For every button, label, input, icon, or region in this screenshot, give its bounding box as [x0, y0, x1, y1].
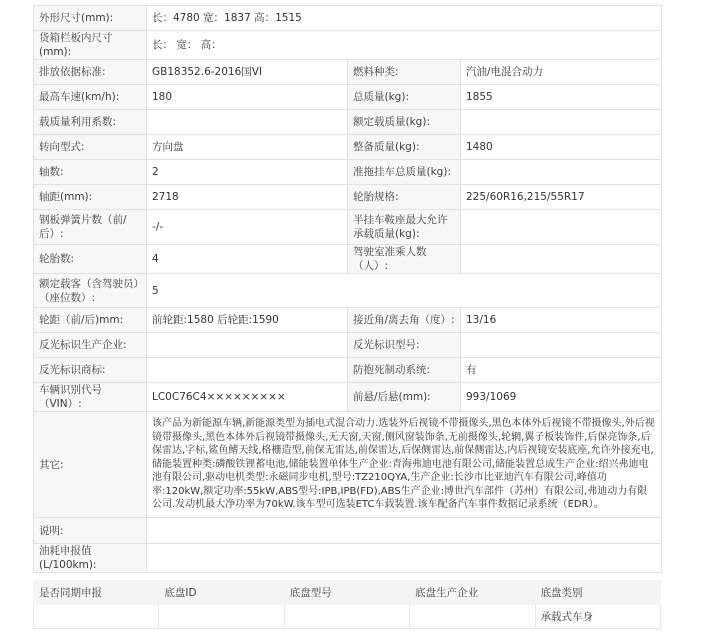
chassis-cell: [410, 605, 535, 629]
chassis-table: [33, 580, 661, 629]
speed-value: 180: [147, 85, 348, 110]
dimensions-value: 长：4780 宽：1837 高：1515: [147, 6, 662, 31]
spec-row: [34, 245, 662, 274]
reflector-brand-label: 反光标识商标:: [34, 358, 147, 383]
cab-passengers-value: [461, 245, 662, 274]
other-label: 其它:: [34, 412, 147, 518]
total-mass-label: 总质量(kg):: [348, 85, 461, 110]
tire-count-label: 轮胎数:: [34, 245, 147, 274]
spec-row: [34, 333, 662, 358]
curb-mass-label: 整备质量(kg):: [348, 135, 461, 160]
tire-label: 轮胎规格:: [348, 185, 461, 210]
fuel-value: 汽油/电混合动力: [461, 60, 662, 85]
cargo-value: 长： 宽： 高：: [147, 31, 662, 60]
spec-row: [34, 60, 662, 85]
load-util-value: [147, 110, 348, 135]
seats-label: 额定载客（含驾驶员）（座位数）:: [34, 274, 147, 308]
chassis-header-row: [34, 581, 661, 605]
track-value: 前轮距:1580 后轮距:1590: [147, 308, 348, 333]
reflector-maker-value: [147, 333, 348, 358]
spec-row: [34, 518, 662, 544]
speed-label: 最高车速(km/h):: [34, 85, 147, 110]
fuel-label: 燃料种类:: [348, 60, 461, 85]
spec-row: [34, 85, 662, 110]
wheelbase-label: 轴距(mm):: [34, 185, 147, 210]
vehicle-spec-table: [33, 5, 662, 573]
overhang-value: 993/1069: [461, 383, 662, 412]
cargo-label: 货箱栏板内尺寸(mm):: [34, 31, 147, 60]
chassis-row: [34, 605, 661, 629]
emission-value: GB18352.6-2016国VI: [147, 60, 348, 85]
seats-value: 5: [147, 274, 662, 308]
emission-label: 排放依据标准:: [34, 60, 147, 85]
trailer-mass-value: [461, 160, 662, 185]
spec-row: [34, 185, 662, 210]
abs-label: 防抱死制动系统:: [348, 358, 461, 383]
tire-value: 225/60R16,215/55R17: [461, 185, 662, 210]
steering-value: 方向盘: [147, 135, 348, 160]
reflector-maker-label: 反光标识生产企业:: [34, 333, 147, 358]
chassis-cell: [159, 605, 284, 629]
trailer-mass-label: 准拖挂车总质量(kg):: [348, 160, 461, 185]
vin-label: 车辆识别代号（VIN）:: [34, 383, 147, 412]
rated-load-label: 额定载质量(kg):: [348, 110, 461, 135]
chassis-header-cell: 是否同期申报: [34, 581, 159, 605]
spec-row: [34, 383, 662, 412]
axles-label: 轴数:: [34, 160, 147, 185]
spec-row: [34, 31, 662, 60]
wheelbase-value: 2718: [147, 185, 348, 210]
curb-mass-value: 1480: [461, 135, 662, 160]
spec-row: [34, 135, 662, 160]
spec-row: [34, 160, 662, 185]
abs-value: 有: [461, 358, 662, 383]
axles-value: 2: [147, 160, 348, 185]
fuel-decl-label: 油耗申报值(L/100km):: [34, 544, 147, 573]
spec-row: [34, 6, 662, 31]
load-util-label: 载质量利用系数:: [34, 110, 147, 135]
spec-row: [34, 358, 662, 383]
chassis-header-cell: 底盘生产企业: [410, 581, 535, 605]
chassis-cell: 承载式车身: [535, 605, 660, 629]
spec-row: [34, 412, 662, 518]
spec-row: [34, 210, 662, 245]
chassis-header-cell: 底盘类别: [535, 581, 660, 605]
steering-label: 转向型式:: [34, 135, 147, 160]
tire-count-value: 4: [147, 245, 348, 274]
notes-label: 说明:: [34, 518, 147, 544]
other-description: 该产品为新能源车辆,新能源类型为插电式混合动力.选装外后视镜不带摄像头,黑色本体外后视镜不带摄像头,外后视镜带摄像头,黑色本体外后视镜带摄像头,无天窗,天窗,侧风窗装饰条,无前摄像头,轮辋,翼子板装饰件,后保亮饰条,后保雷达,字标,鲨鱼鳍天线,格栅造型,前保无雷达,前保雷达,后保侧雷达,前保侧雷达,内后视镜安装底座,允许外接充电,储能装置种类:磷酸铁锂蓄电池,储能装置单体生产企业:青海弗迪电池有限公司,储能装置总成生产企业:绍兴弗迪电池有限公司,驱动电机类型:永磁同步电机,型号:TZ210QYA,生产企业:长沙市比亚迪汽车有限公司,峰值功率:120kW,额定功率:55kW,ABS型号:IPB,IPB(FD),ABS生产企业:博世汽车部件（苏州）有限公司,弗迪动力有限公司.发动机最大净功率为70kW.该车型可选装ETC车载装置.该车配备汽车事件数据记录系统（EDR）。: [147, 412, 662, 518]
leaf-spring-label: 钢板弹簧片数（前/后）:: [34, 210, 147, 245]
notes-value: [147, 518, 662, 544]
chassis-cell: [34, 605, 159, 629]
track-label: 轮距（前/后)mm:: [34, 308, 147, 333]
spec-row: [34, 544, 662, 573]
angle-label: 接近角/离去角（度）:: [348, 308, 461, 333]
reflector-brand-value: [147, 358, 348, 383]
fuel-decl-value: [147, 544, 662, 573]
saddle-label: 半挂车鞍座最大允许承载质量(kg):: [348, 210, 461, 245]
chassis-header-cell: 底盘ID: [159, 581, 284, 605]
saddle-value: [461, 210, 662, 245]
total-mass-value: 1855: [461, 85, 662, 110]
angle-value: 13/16: [461, 308, 662, 333]
spec-row: [34, 274, 662, 308]
rated-load-value: [461, 110, 662, 135]
leaf-spring-value: -/-: [147, 210, 348, 245]
chassis-header-cell: 底盘型号: [284, 581, 409, 605]
spec-row: [34, 308, 662, 333]
spec-row: [34, 110, 662, 135]
reflector-model-value: [461, 333, 662, 358]
reflector-model-label: 反光标识型号:: [348, 333, 461, 358]
chassis-cell: [284, 605, 409, 629]
vin-value: LC0C76C4×××××××××: [147, 383, 348, 412]
dimensions-label: 外形尺寸(mm):: [34, 6, 147, 31]
cab-passengers-label: 驾驶室准乘人数（人）:: [348, 245, 461, 274]
overhang-label: 前悬/后悬(mm):: [348, 383, 461, 412]
